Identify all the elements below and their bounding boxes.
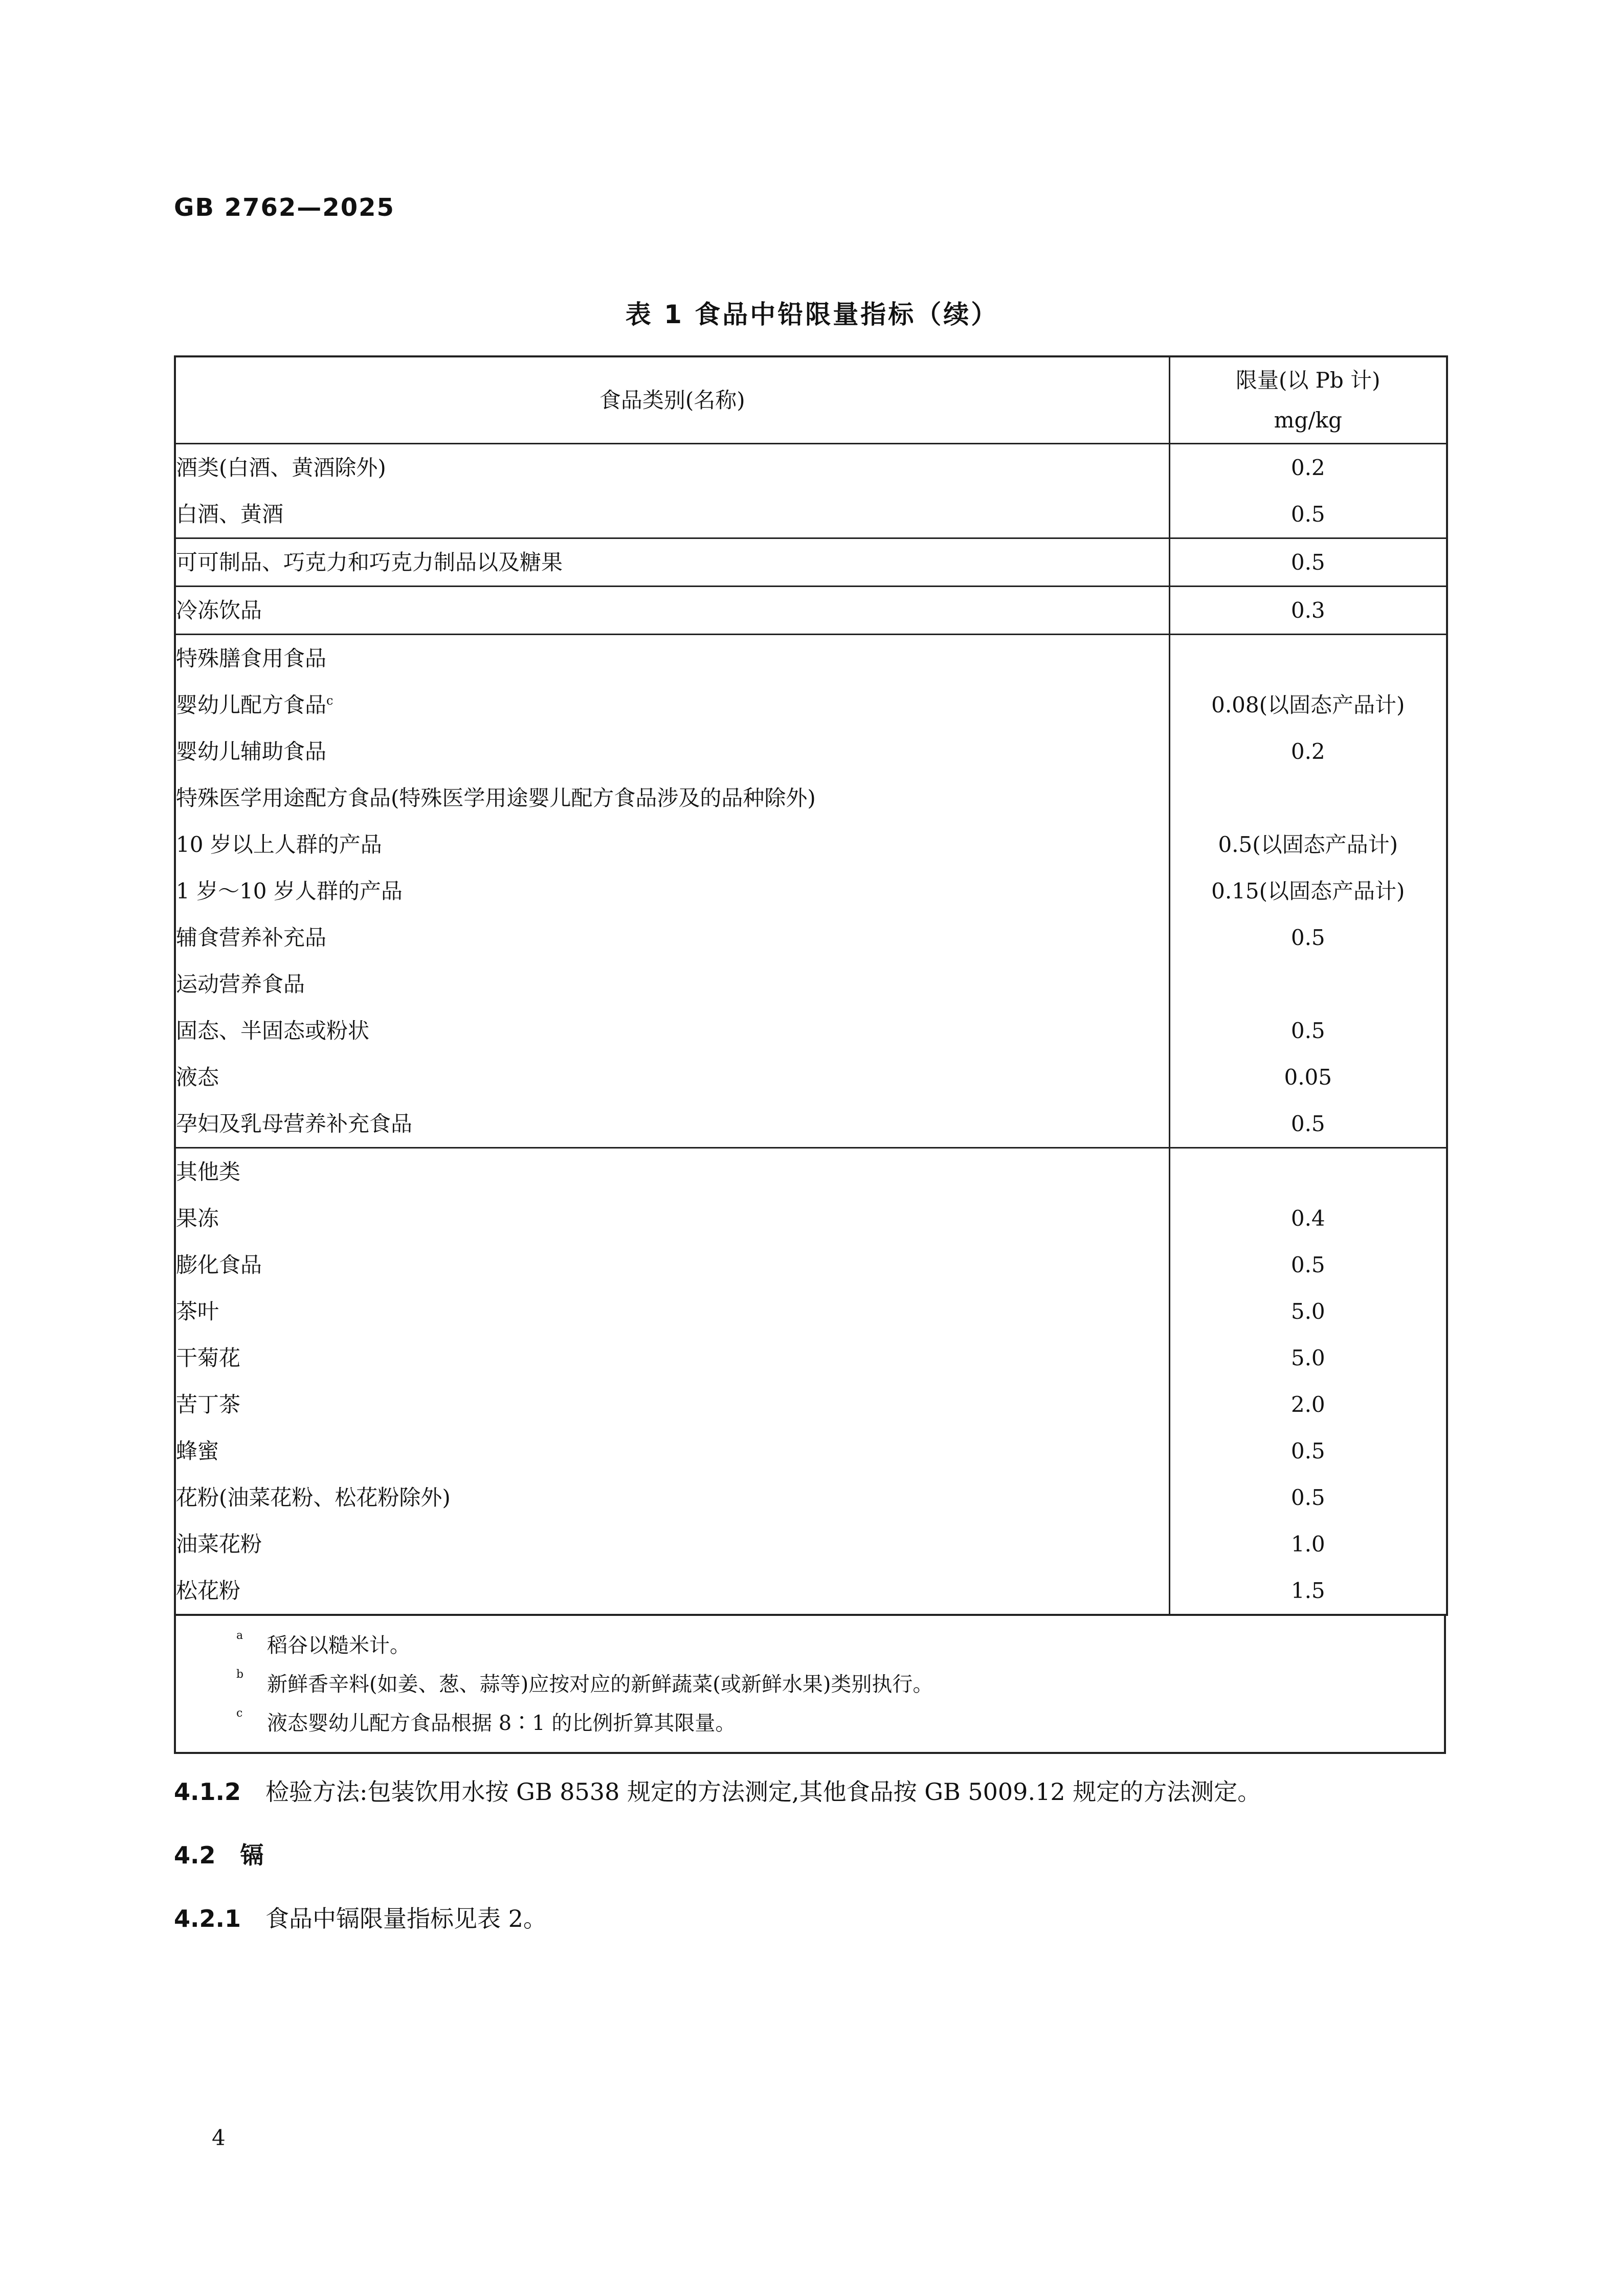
table-row [175, 961, 1447, 1007]
row-value: 2.0 [1169, 1381, 1447, 1428]
table-row [175, 444, 1447, 491]
section-number: 4.2 [174, 1841, 216, 1869]
footnote-text: 液态婴幼儿配方食品根据 8∶1 的比例折算其限量。 [267, 1712, 736, 1735]
clause-number: 4.1.2 [174, 1778, 241, 1806]
section-title: 镉 [240, 1841, 264, 1869]
row-value: 0.4 [1169, 1195, 1447, 1242]
row-value: 0.05 [1169, 1054, 1447, 1100]
row-value: 1.0 [1169, 1521, 1447, 1567]
table-row [175, 1335, 1447, 1381]
row-name: 松花粉 [175, 1567, 1169, 1615]
page-number: 4 [212, 2125, 226, 2150]
footnote [176, 1704, 1444, 1743]
row-name: 辅食营养补充品 [175, 914, 1169, 961]
table-row [175, 1007, 1447, 1054]
row-name: 苦丁茶 [175, 1381, 1169, 1428]
row-value [1169, 775, 1447, 821]
table-row [175, 1381, 1447, 1428]
row-name [175, 682, 1169, 728]
row-value [1169, 635, 1447, 682]
clause-number: 4.2.1 [174, 1905, 241, 1932]
row-value: 0.5 [1169, 1100, 1447, 1148]
row-value: 0.5 [1169, 914, 1447, 961]
clause-4-2-1 [174, 1900, 547, 1934]
row-value: 1.5 [1169, 1567, 1447, 1615]
row-name: 蜂蜜 [175, 1428, 1169, 1474]
table-row [175, 868, 1447, 914]
footnote-marker: b [236, 1668, 244, 1681]
row-name: 10 岁以上人群的产品 [175, 821, 1169, 868]
table-row [175, 914, 1447, 961]
row-name: 酒类(白酒、黄酒除外) [175, 444, 1169, 491]
row-name: 膨化食品 [175, 1242, 1169, 1288]
row-name: 运动营养食品 [175, 961, 1169, 1007]
row-name: 冷冻饮品 [175, 587, 1169, 635]
row-name: 茶叶 [175, 1288, 1169, 1335]
standard-number: GB 2762—2025 [174, 193, 395, 222]
table-row [175, 538, 1447, 587]
row-value: 0.5 [1169, 1428, 1447, 1474]
table-row [175, 1148, 1447, 1196]
column-header-food-category: 食品类别(名称) [175, 356, 1169, 444]
row-name: 干菊花 [175, 1335, 1169, 1381]
section-heading-4-2 [174, 1837, 264, 1871]
row-value: 5.0 [1169, 1335, 1447, 1381]
row-value: 0.08(以固态产品计) [1169, 682, 1447, 728]
row-name: 白酒、黄酒 [175, 491, 1169, 538]
footnote-text: 新鲜香辛料(如姜、葱、蒜等)应按对应的新鲜蔬菜(或新鲜水果)类别执行。 [267, 1673, 933, 1696]
row-name: 1 岁～10 岁人群的产品 [175, 868, 1169, 914]
row-name: 婴幼儿辅助食品 [175, 728, 1169, 775]
row-name: 油菜花粉 [175, 1521, 1169, 1567]
table-row [175, 1428, 1447, 1474]
footnote-marker: a [236, 1629, 243, 1642]
row-value: 0.2 [1169, 444, 1447, 491]
footnote-marker: c [326, 693, 333, 708]
row-value: 0.3 [1169, 587, 1447, 635]
clause-text: 食品中镉限量指标见表 2。 [265, 1905, 547, 1932]
row-value: 0.5 [1169, 538, 1447, 587]
table-row [175, 775, 1447, 821]
table-row [175, 587, 1447, 635]
row-value: 0.5 [1169, 1242, 1447, 1288]
table-row [175, 682, 1447, 728]
table-row [175, 1288, 1447, 1335]
table-footnotes [174, 1616, 1446, 1754]
row-value: 0.5(以固态产品计) [1169, 821, 1447, 868]
row-value: 0.2 [1169, 728, 1447, 775]
row-value: 0.15(以固态产品计) [1169, 868, 1447, 914]
table-row [175, 1100, 1447, 1148]
limit-header-line1: 限量(以 Pb 计) [1235, 367, 1381, 393]
footnote-marker: c [236, 1707, 243, 1720]
table-caption: 表 1 食品中铅限量指标（续） [625, 300, 999, 329]
lead-limits-table [174, 355, 1448, 1616]
row-value [1169, 1148, 1447, 1196]
row-name: 液态 [175, 1054, 1169, 1100]
table-row [175, 821, 1447, 868]
row-name: 特殊膳食用食品 [175, 635, 1169, 682]
clause-text: 检验方法:包装饮用水按 GB 8538 规定的方法测定,其他食品按 GB 5009.12 规定的方法测定。 [265, 1778, 1261, 1806]
row-value [1169, 961, 1447, 1007]
row-name: 孕妇及乳母营养补充食品 [175, 1100, 1169, 1148]
table-row [175, 728, 1447, 775]
footnote [176, 1626, 1444, 1665]
row-name: 特殊医学用途配方食品(特殊医学用途婴儿配方食品涉及的品种除外) [175, 775, 1169, 821]
footnote-text: 稻谷以糙米计。 [267, 1634, 410, 1657]
row-value: 0.5 [1169, 491, 1447, 538]
row-name: 花粉(油菜花粉、松花粉除外) [175, 1474, 1169, 1521]
table-row [175, 1474, 1447, 1521]
row-name: 其他类 [175, 1148, 1169, 1196]
row-name: 可可制品、巧克力和巧克力制品以及糖果 [175, 538, 1169, 587]
table-row [175, 1054, 1447, 1100]
table-row [175, 1195, 1447, 1242]
row-name: 固态、半固态或粉状 [175, 1007, 1169, 1054]
footnote [176, 1665, 1444, 1704]
row-name: 果冻 [175, 1195, 1169, 1242]
row-value: 5.0 [1169, 1288, 1447, 1335]
table-row [175, 1567, 1447, 1615]
row-value: 0.5 [1169, 1474, 1447, 1521]
row-name-text: 婴幼儿配方食品 [176, 692, 327, 717]
table-row [175, 635, 1447, 682]
table-row [175, 1242, 1447, 1288]
row-value: 0.5 [1169, 1007, 1447, 1054]
limit-header-unit: mg/kg [1274, 407, 1342, 433]
table-row [175, 491, 1447, 538]
table-row [175, 1521, 1447, 1567]
column-header-limit [1169, 356, 1447, 444]
clause-4-1-2 [174, 1773, 1261, 1807]
limits-table-container [174, 355, 1446, 1754]
